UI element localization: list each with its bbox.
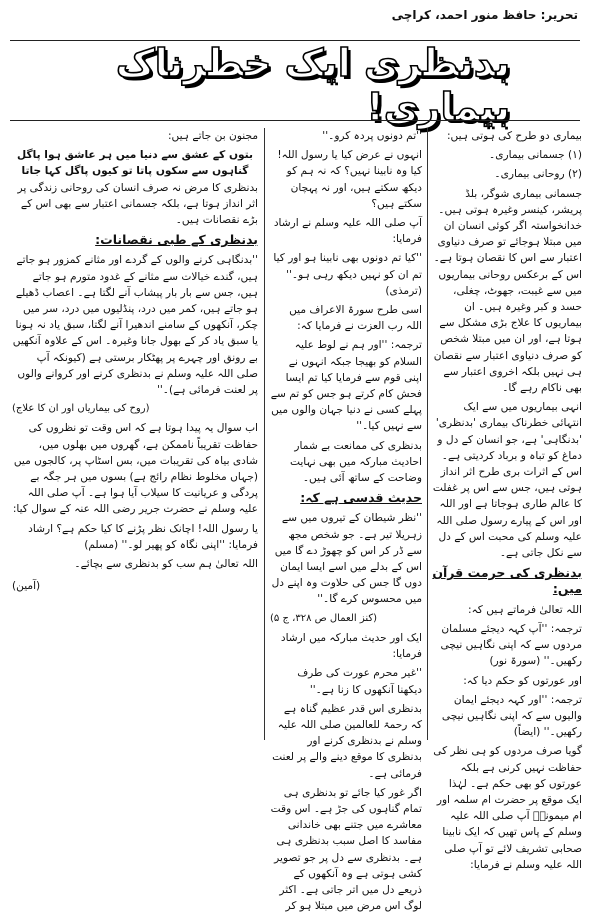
section-heading: حدیث قدسی ہے کہ: <box>300 490 422 506</box>
column-divider-left <box>264 128 265 740</box>
paragraph: اللہ تعالیٰ فرماتے ہیں کہ: <box>468 603 582 616</box>
paragraph: بیماری دو طرح کی ہوتی ہیں: <box>446 130 582 142</box>
paragraph: ''کیا تم دونوں بھی نابینا ہو اور کیا تم ان کو نہیں دیکھ رہی ہو۔'' (ترمذی) <box>273 252 422 297</box>
paragraph: ''نظر شیطان کے تیروں میں سے زہریلا تیر ہے۔ جو شخص مجھ سے ڈر کر اس کو چھوڑ دے گا میں اس کے بدلے میں اسے ایسا ایمان دوں گا جس کی حلاوت وہ اپنے دل میں محسوس کرے گا۔'' <box>271 512 422 606</box>
paragraph: اگر غور کیا جائے تو بدنظری ہی تمام گناہوں کی جڑ ہے۔ اس وقت معاشرے میں جتنے بھی خاندانی مفاسد کا اصل سبب بدنظری ہی ہے۔ بدنظری سے دل پر جو تصویر کشی ہوتی ہے وہ آنکھوں کے ذریعے دل میں اتر جاتی ہے۔ اکثر لوگ اس مرض میں مبتلا ہو کر <box>270 786 422 913</box>
paragraph: ''بدنگاہی کرنے والوں کے گردے اور مثانے کمزور ہو جاتے ہیں، گندے خیالات سے مثانے کے غدود متورم ہو جاتے ہیں، جس سے بار بار پیشاب آنے لگتا ہے۔ اعصاب ڈھیلے ہو جاتے ہیں، کمر میں درد، پنڈلیوں میں درد، سر میں چکر، آنکھوں کے سامنے اندھیرا آنے لگتا، سبق یاد نہ ہونا یا سبق یاد کر کے بھول جانا وغیرہ۔ اس کے علاوہ آنکھیں بے رونق اور چہرے پر پھٹکار برستی ہے (کیونکہ آپ صلی اللہ علیہ وسلم نے بدنظری کرنے اور کروانے والوں پر لعنت فرمائی ہے)۔'' <box>12 254 258 397</box>
paragraph: انہوں نے عرض کیا یا رسول اللہ! کیا وہ نابینا نہیں؟ کہ نہ ہم کو دیکھ سکتے ہیں، اور نہ پہچان سکتے ہیں؟ <box>277 149 422 210</box>
closing-ameen: (آمین) <box>12 580 41 593</box>
article-title: بدنظری ایک خطرناک بیماری! <box>115 41 510 129</box>
paragraph: (۱) جسمانی بیماری۔ <box>489 149 582 162</box>
column-right <box>432 128 582 871</box>
title-rule <box>10 120 580 121</box>
section-heading: بدنظری کی حرمت قرآن میں: <box>432 565 582 597</box>
paragraph: ترجمہ: ''اور ہم نے لوط علیہ السلام کو بھیجا جبکہ انہوں نے اپنی قوم سے فرمایا کیا تم ایسا فحش کام کرتے ہو جس کو تم سے پہلے کسی نے دنیا جہان والوں میں سے نہیں کیا۔'' <box>270 339 422 433</box>
paragraph: ترجمہ: ''اور کہہ دیجئے ایمان والیوں سے کہ اپنی نگاہیں نیچی رکھیں۔'' (ایضاً) <box>441 693 582 739</box>
paragraph: یا رسول اللہ! اچانک نظر پڑنے کا کیا حکم ہے؟ ارشاد فرمایا: ''اپنی نگاہ کو پھیر لو۔'' (مسلم) <box>28 522 258 551</box>
poem-line: گناہوں سے سکوں پاتا تو کیوں پاگل کہا جاتا <box>21 165 249 178</box>
paragraph: اور عورتوں کو حکم دیا کہ: <box>463 674 582 687</box>
paragraph: آپ صلی اللہ علیہ وسلم نے ارشاد فرمایا: <box>273 217 422 246</box>
section-heading: بدنظری کے طبی نقصانات: <box>95 232 258 248</box>
byline: تحریر: حافظ منور احمد، کراچی <box>391 8 578 22</box>
column-middle <box>270 128 422 913</box>
paragraph: اللہ تعالیٰ ہم سب کو بدنظری سے بچائے۔ <box>74 558 258 571</box>
citation: (روح کی بیماریاں اور ان کا علاج) <box>12 403 150 415</box>
paragraph: (۲) روحانی بیماری۔ <box>494 168 582 181</box>
paragraph: انہی بیماریوں میں سے ایک انتہائی خطرناک بیماری 'بدنظری' 'بدنگاہی' ہے، جو انسان کے دل و دماغ کو تباہ و برباد کردیتی ہے۔ اس کے اثرات بری طرح اثر انداز ہوتی ہیں، جس سے اس پر غفلت کا عالم طاری ہوجاتا ہے اور اللہ اور اس کے پیارے رسول صلی اللہ علیہ وسلم کی محبت اس کے دل سے نکل جاتی ہے۔ <box>432 401 582 560</box>
paragraph: گویا صرف مردوں کو ہی نظر کی حفاظت نہیں کرنی ہے بلکہ عورتوں کو بھی حکم ہے۔ لہٰذا ایک موقع پر حضرت ام سلمہ اور ام میمونہؓ آپ صلی اللہ علیہ وسلم کے پاس تھیں کہ ایک نابینا صحابی تشریف لائے تو آپ صلی اللہ علیہ وسلم نے فرمایا: <box>433 745 582 871</box>
column-left <box>12 128 258 740</box>
paragraph: اسی طرح سورۃ الاعراف میں اللہ رب العزت نے فرمایا کہ: <box>289 304 422 333</box>
paragraph: ایک اور حدیث مبارکہ میں ارشاد فرمایا: <box>280 631 422 661</box>
paragraph: ''تم دونوں پردہ کرو۔'' <box>322 130 422 142</box>
paragraph: ترجمہ: ''آپ کہہ دیجئے مسلمان مردوں سے کہ اپنی نگاہیں نیچی رکھیں۔'' (سورۃ نور) <box>440 622 582 668</box>
paragraph: مجنون بن جاتے ہیں: <box>167 130 258 142</box>
paragraph: بدنظری کی ممانعت بے شمار احادیث مبارکہ میں بھی نہایت وضاحت کے ساتھ آئی ہیں۔ <box>289 439 422 485</box>
paragraph: اب سوال یہ پیدا ہوتا ہے کہ اس وقت تو نظروں کی حفاظت تقریباً ناممکن ہے، گھروں میں بھلوں میں، شادی بیاہ کی تقریبات میں، بس اسٹاپ پر، کالجوں میں (جہاں مخلوط نظام رائج ہے) بسوں میں ہر جگہ بے پردگی و عریانیت کا سیلاب آیا ہوا ہے۔ آپ صلی اللہ علیہ وسلم نے حضرت جریر رضی اللہ عنہ کے سوال کیا: <box>12 422 258 516</box>
poem-line: بتوں کے عشق سے دنیا میں ہر عاشق ہوا پاگل <box>17 149 253 162</box>
paragraph: بدنظری کا مرض نہ صرف انسان کی روحانی زندگی پر اثر انداز ہوتا ہے، بلکہ جسمانی اعتبار سے بھی اس کے بڑے نقصانات ہیں۔ <box>17 181 258 227</box>
paragraph: ''غیر محرم عورت کی طرف دیکھنا آنکھوں کا زنا ہے۔'' <box>297 667 422 696</box>
column-divider-right <box>427 128 428 740</box>
citation: (کنز العمال ص ۳۲۸، ج ۵) <box>270 612 378 624</box>
paragraph: بدنظری اس قدر عظیم گناہ ہے کہ رحمۃ للعالمین صلی اللہ علیہ وسلم نے بدنظری کرنے اور بدنظری کا موقع دینے والے پر لعنت فرمائی ہے۔ <box>272 702 422 780</box>
paragraph: جسمانی بیماری شوگر، بلڈ پریشر، کینسر وغیرہ ہوتی ہیں۔ خدانخواستہ اگر کوئی انسان ان میں مبتلا ہوجائے تو صرف دنیاوی اعتبار سے اس کا نقصان ہوتا ہے۔ اس کے برعکس روحانی بیماریوں میں سے غیبت، جھوٹ، چغلی، حسد و کبر وغیرہ ہیں۔ ان بیماریوں کا علاج بڑی مشکل سے ہوتا ہے، اور ان میں مبتلا شخص کو صرف دنیاوی اعتبار سے نقصان ہی نہیں بلکہ اخروی اعتبار سے بھی ناکام رہے گا۔ <box>433 187 582 395</box>
